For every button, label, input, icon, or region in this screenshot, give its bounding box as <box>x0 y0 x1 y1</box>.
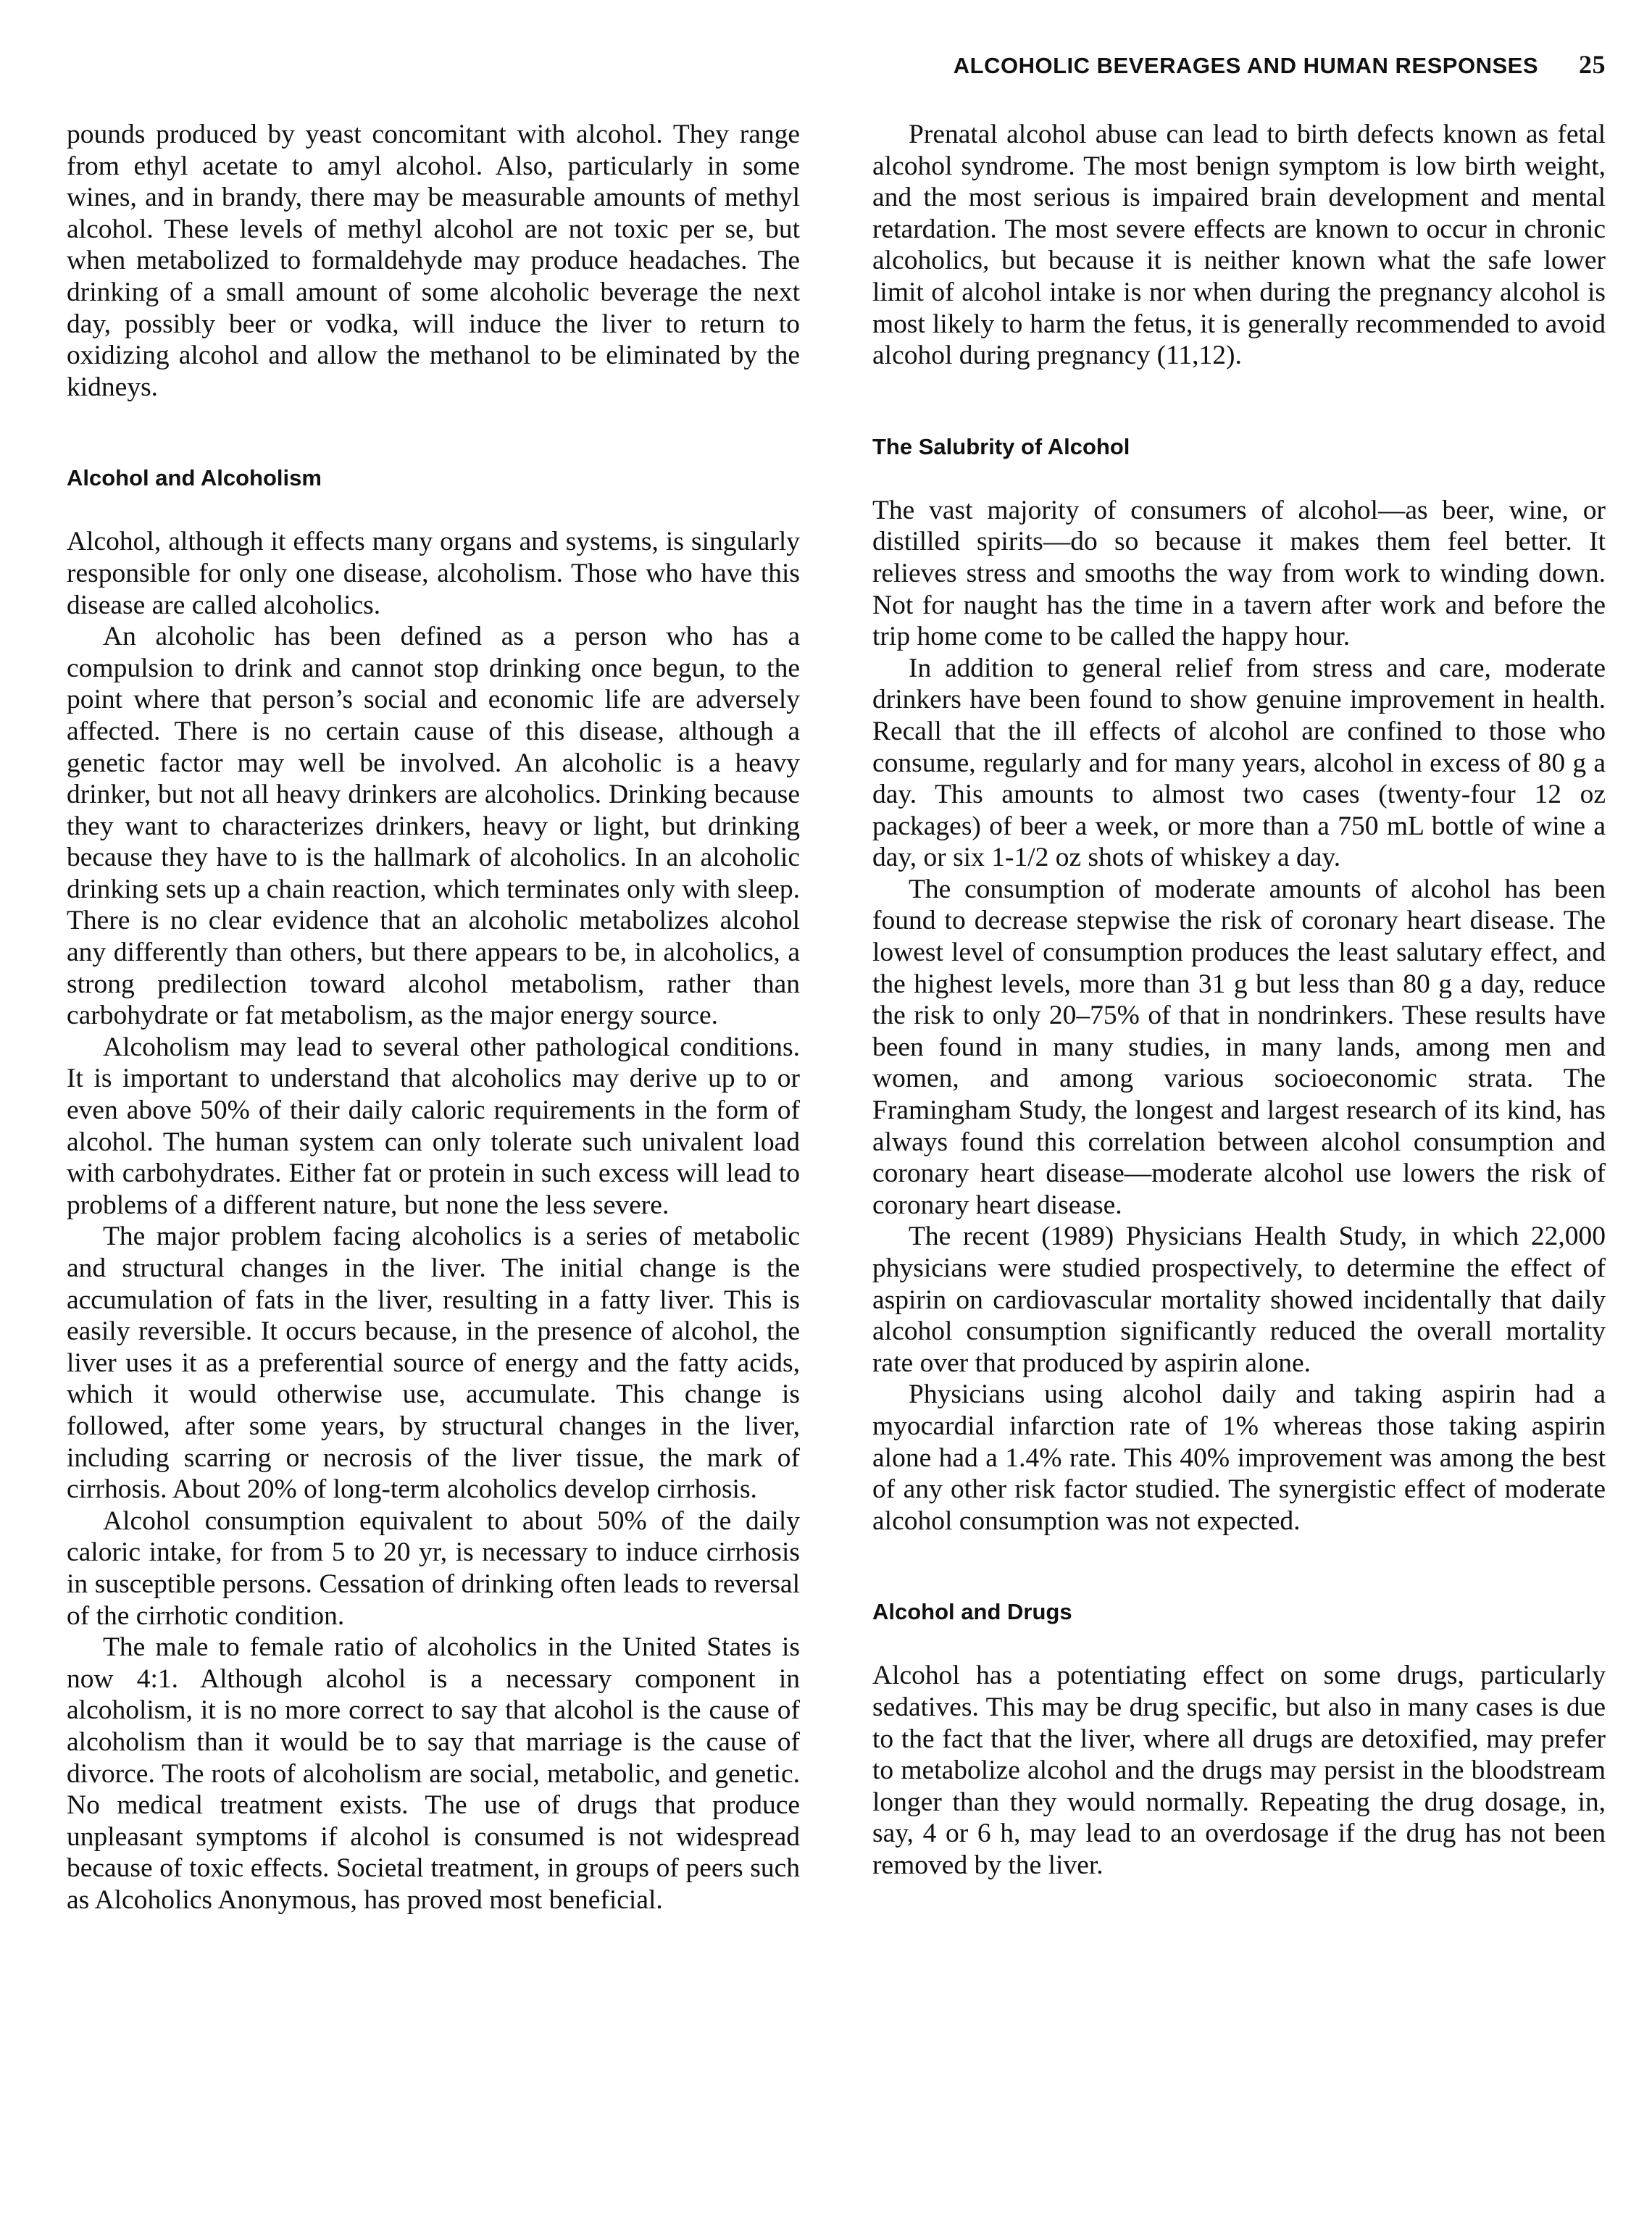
paragraph: The consumption of moderate amounts of alcohol has been found to decrease stepwise the risk of coronary heart disease. The lowest level of consumption produces the least salutary effect, and the highest levels, more than 31 g but less than 80 g a day, reduce the risk to only 20–75% of that in nondrinkers. These results have been found in many studies, in many lands, among men and women, and among various socioeconomic strata. The Framingham Study, the longest and largest research of its kind, has always found this correlation between alcohol consumption and coronary heart disease—moderate alcohol use lowers the risk of coronary heart disease. <box>872 874 1606 1220</box>
paragraph: Alcoholism may lead to several other pathological conditions. It is important to understand that alcoholics may derive up to or even above 50% of their daily caloric requirements in the form of alcohol. The human system can only tolerate such univalent load with carbohydrates. Either fat or protein in such excess will lead to problems of a different nature, but none the less severe. <box>67 1032 800 1220</box>
paragraph: The major problem facing alcoholics is a series of metabolic and structural changes in the liver. The initial change is the accumulation of fats in the liver, resulting in a fatty liver. This is easily reversible. It occurs because, in the presence of alcohol, the liver uses it as a preferential source of energy and the fatty acids, which it would otherwise use, accumulate. This change is followed, after some years, by structural changes in the liver, including scarring or necrosis of the liver tissue, the mark of cirrhosis. About 20% of long-term alcoholics develop cirrhosis. <box>67 1222 800 1505</box>
section-heading-salubrity: The Salubrity of Alcohol <box>872 433 1130 459</box>
paragraph: The male to female ratio of alcoholics in the United States is now 4:1. Although alcohol is a necessary component in alcoholism, it is no more correct to say that alcohol is the cause of alcoholism than it would be to say that marriage is the cause of divorce. The roots of alcoholism are social, metabolic, and genetic. No medical treatment exists. The use of drugs that produce unpleasant symptoms if alcohol is consumed is not widespread because of toxic effects. Societal treatment, in groups of peers such as Alcoholics Anonymous, has proved most beneficial. <box>67 1632 800 1915</box>
page-number: 25 <box>1579 50 1606 79</box>
running-header <box>954 49 1606 80</box>
section-heading-drugs: Alcohol and Drugs <box>872 1599 1072 1625</box>
paragraph: pounds produced by yeast concomitant with alcohol. They range from ethyl acetate to amyl alcohol. Also, particularly in some wines, and in brandy, there may be measurable amounts of methyl alcohol. These levels of methyl alcohol are not toxic per se, but when metabolized to formaldehyde may produce headaches. The drinking of a small amount of some alcoholic beverage the next day, possibly beer or vodka, will induce the liver to return to oxidizing alcohol and allow the methanol to be eliminated by the kidneys. <box>67 120 800 402</box>
paragraph: The recent (1989) Physicians Health Study, in which 22,000 physicians were studied prospectively, to determine the effect of aspirin on cardiovascular mortality showed incidentally that daily alcohol consumption significantly reduced the overall mortality rate over that produced by aspirin alone. <box>872 1222 1606 1378</box>
paragraph: Prenatal alcohol abuse can lead to birth defects known as fetal alcohol syndrome. The most benign symptom is low birth weight, and the most serious is impaired brain development and mental retardation. The most severe effects are known to occur in chronic alcoholics, but because it is neither known what the safe lower limit of alcohol intake is nor when during the pregnancy alcohol is most likely to harm the fetus, it is generally recommended to avoid alcohol during pregnancy (11,12). <box>872 120 1606 371</box>
section-heading-alcoholism: Alcohol and Alcoholism <box>67 465 322 491</box>
paragraph: In addition to general relief from stress and care, moderate drinkers have been found to show genuine improvement in health. Recall that the ill effects of alcohol are confined to those who consume, regularly and for many years, alcohol in excess of 80 g a day. This amounts to almost two cases (twenty-four 12 oz packages) of beer a week, or more than a 750 mL bottle of wine a day, or six 1-1/2 oz shots of whiskey a day. <box>872 653 1606 873</box>
paragraph: Alcohol has a potentiating effect on some drugs, particularly sedatives. This may be drug specific, but also in many cases is due to the fact that the liver, where all drugs are detoxified, may prefer to metabolize alcohol and the drugs may persist in the bloodstream longer than they would normally. Repeating the drug dosage, in, say, 4 or 6 h, may lead to an overdosage if the drug has not been removed by the liver. <box>872 1661 1606 1880</box>
paragraph: An alcoholic has been defined as a person who has a compulsion to drink and cannot stop drinking once begun, to the point where that person’s social and economic life are adversely affected. There is no certain cause of this disease, although a genetic factor may well be involved. An alcoholic is a heavy drinker, but not all heavy drinkers are alcoholics. Drinking because they want to characterizes drinkers, heavy or light, but drinking because they have to is the hallmark of alcoholics. In an alcoholic drinking sets up a chain reaction, which terminates only with sleep. There is no clear evidence that an alcoholic metabolizes alcohol any differently than others, but there appears to be, in alcoholics, a strong predilection toward alcohol metabolism, rather than carbohydrate or fat metabolism, as the major energy source. <box>67 622 800 1031</box>
paragraph: The vast majority of consumers of alcohol—as beer, wine, or distilled spirits—do so because it makes them feel better. It relieves stress and smooths the way from work to winding down. Not for naught has the time in a tavern after work and before the trip home come to be called the happy hour. <box>872 495 1606 652</box>
right-column <box>872 119 1606 1882</box>
running-title: ALCOHOLIC BEVERAGES AND HUMAN RESPONSES <box>953 53 1538 78</box>
paragraph: Alcohol, although it effects many organs and systems, is singularly responsible for only one disease, alcoholism. Those who have this disease are called alcoholics. <box>67 527 800 620</box>
left-column <box>67 119 800 1916</box>
paragraph: Alcohol consumption equivalent to about 50% of the daily caloric intake, for from 5 to 20 yr, is necessary to induce cirrhosis in susceptible persons. Cessation of drinking often leads to reversal of the cirrhotic condition. <box>67 1506 800 1631</box>
paragraph: Physicians using alcohol daily and taking aspirin had a myocardial infarction rate of 1% whereas those taking aspirin alone had a 1.4% rate. This 40% improvement was among the best of any other risk factor studied. The synergistic effect of moderate alcohol consumption was not expected. <box>872 1379 1606 1536</box>
